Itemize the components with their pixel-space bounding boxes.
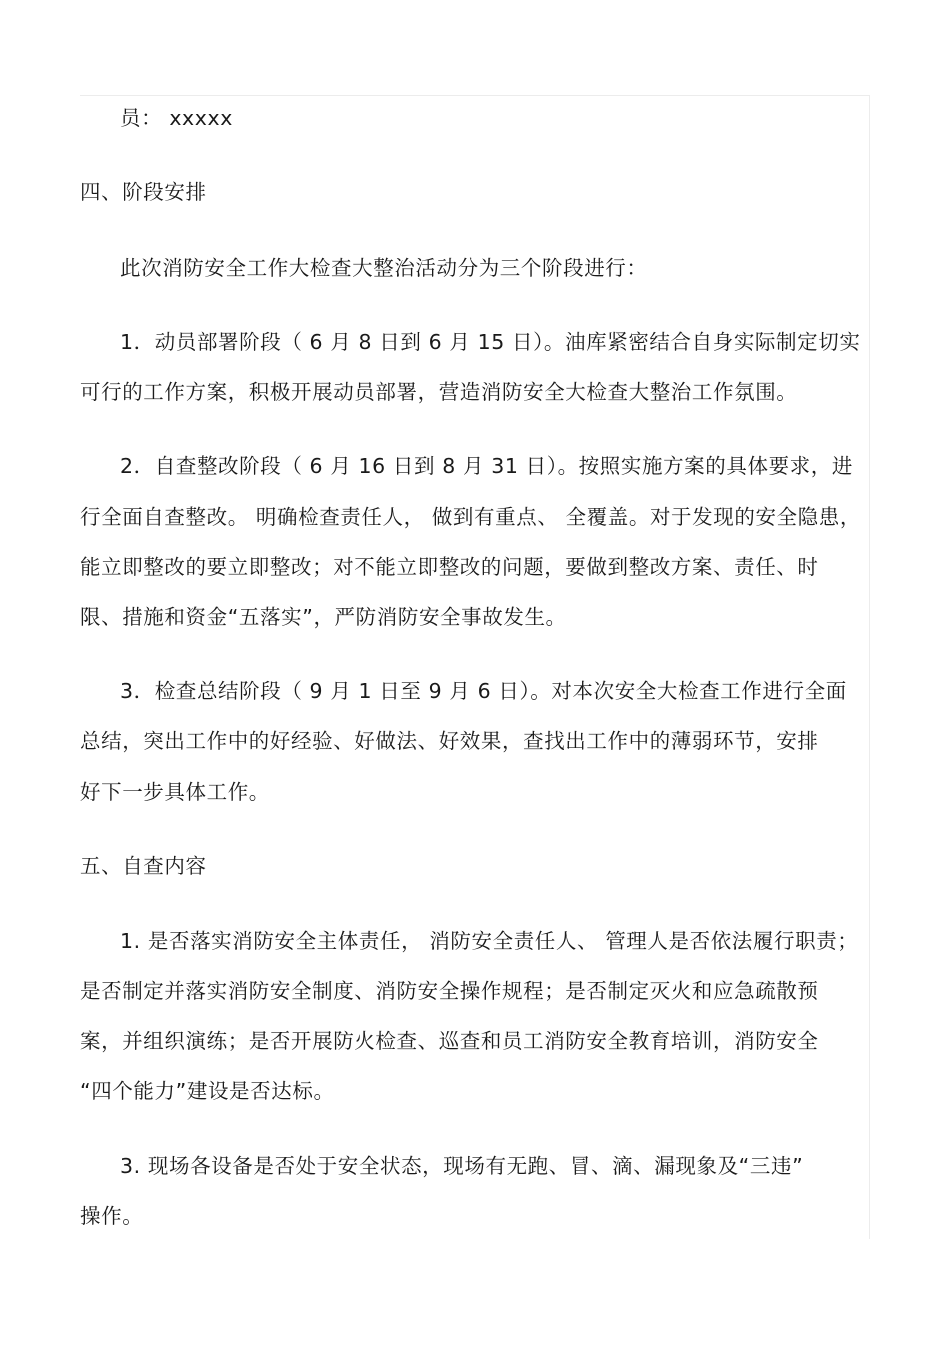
stage-2-line-1: 2．自查整改阶段（ 6 月 16 日到 8 月 31 日）。按照实施方案的具体要求，进 xyxy=(120,454,853,478)
check-item-1-line-2: 是否制定并落实消防安全制度、消防安全操作规程；是否制定灭火和应急疏散预 xyxy=(80,979,819,1003)
stage-2-line-2: 行全面自查整改。 明确检查责任人， 做到有重点、 全覆盖。对于发现的安全隐患， xyxy=(80,505,861,529)
stage-1-line-1: 1．动员部署阶段（ 6 月 8 日到 6 月 15 日）。油库紧密结合自身实际制定切实 xyxy=(120,330,861,354)
stage-1-line-2: 可行的工作方案，积极开展动员部署，营造消防安全大检查大整治工作氛围。 xyxy=(80,380,798,404)
section-heading-self-check: 五、自查内容 xyxy=(80,854,207,878)
stage-3-line-2: 总结，突出工作中的好经验、好做法、好效果，查找出工作中的薄弱环节，安排 xyxy=(80,729,819,753)
check-item-1-line-4: “四个能力”建设是否达标。 xyxy=(80,1079,335,1103)
stages-intro: 此次消防安全工作大检查大整治活动分为三个阶段进行： xyxy=(120,256,648,280)
check-item-3-line-2: 操作。 xyxy=(80,1204,144,1228)
stage-3-line-3: 好下一步具体工作。 xyxy=(80,780,270,804)
stage-3-line-1: 3．检查总结阶段（ 9 月 1 日至 9 月 6 日）。对本次安全大检查工作进行全面 xyxy=(120,679,847,703)
section-heading-stages: 四、阶段安排 xyxy=(80,180,207,204)
check-item-1-line-3: 案，并组织演练；是否开展防火检查、巡查和员工消防安全教育培训，消防安全 xyxy=(80,1029,819,1053)
check-item-3-line-1: 3. 现场各设备是否处于安全状态，现场有无跑、冒、滴、漏现象及“三违” xyxy=(120,1154,804,1178)
check-item-1-line-1: 1. 是否落实消防安全主体责任， 消防安全责任人、 管理人是否依法履行职责； xyxy=(120,929,859,953)
stage-2-line-4: 限、措施和资金“五落实”，严防消防安全事故发生。 xyxy=(80,605,567,629)
member-line: 员： xxxxx xyxy=(120,106,233,130)
stage-2-line-3: 能立即整改的要立即整改；对不能立即整改的问题，要做到整改方案、责任、时 xyxy=(80,555,819,579)
